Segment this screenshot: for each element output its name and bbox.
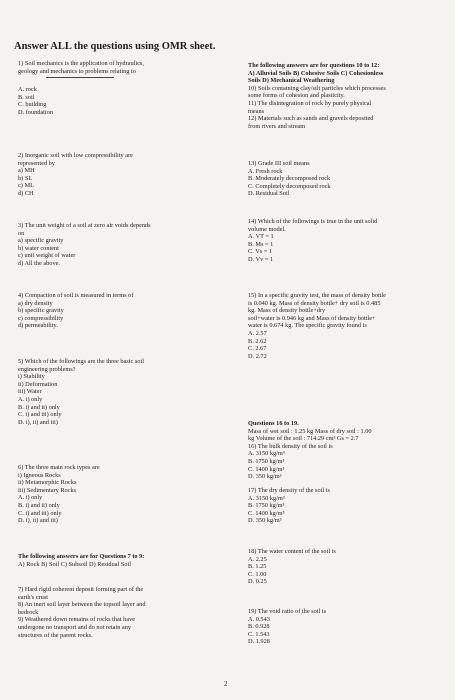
question-block-q3 — [18, 222, 218, 268]
question-block-q6 — [18, 464, 218, 525]
option-item: D. 1.928 — [248, 638, 270, 646]
question-line: iii) Water — [18, 388, 42, 396]
question-line: means — [248, 107, 265, 115]
question-line: geology and mechanics to problems relating to — [18, 67, 136, 75]
option-item: D. i), ii) and iii) — [18, 517, 58, 525]
option-item: c) ML — [18, 182, 34, 190]
option-item: A. i) only — [18, 395, 43, 403]
option-item: D. 350 kg/m³ — [248, 473, 282, 481]
option-item: b) water content — [18, 244, 59, 252]
question-line: 3) The unit weight of a soil at zero air voids depends — [18, 222, 151, 229]
option-item: c) unit weight of water — [18, 252, 76, 260]
question-line: i) Igneous Rocks — [18, 471, 61, 479]
option-item: C. 2.67 — [248, 345, 267, 353]
option-item: c) compressibility — [18, 314, 64, 322]
question-line: 19) The void ratio of the soil is — [248, 608, 327, 615]
option-item: A. VT = 1 — [248, 233, 274, 241]
question-line: 9) Weathered down remains of rocks that have — [18, 616, 136, 624]
option-list — [248, 556, 448, 586]
question-line: is 0.040 kg. Mass of density bottle+ dry soil is 0.485 — [248, 299, 381, 307]
question-line: on — [18, 229, 25, 237]
option-item: D. i), ii) and iii) — [18, 418, 58, 426]
heading-line: The following answers are for questions 10 to 12: — [248, 62, 380, 69]
question-block-q19 — [248, 608, 448, 646]
option-item: B. 2.62 — [248, 337, 267, 345]
option-list — [248, 168, 448, 198]
option-item: A. rock — [18, 86, 37, 94]
option-item: C. 1400 kg/m³ — [248, 465, 285, 473]
option-list — [248, 616, 448, 646]
option-item: C. i) and iii) only — [18, 411, 62, 419]
question-block-h10 — [248, 62, 448, 130]
question-block-q15 — [248, 292, 448, 360]
question-line: undergone no transport and do not retain any — [18, 623, 132, 631]
option-item: C. i) and iii) only — [18, 509, 62, 517]
heading-line: Soils D) Mechanical Weathering — [248, 77, 335, 85]
question-block-q18 — [248, 548, 448, 586]
question-line: from rivers and stream — [248, 122, 306, 130]
question-line: represented by — [18, 159, 55, 167]
question-line: 16) The bulk density of the soil is — [248, 442, 333, 450]
question-block-q4 — [18, 292, 218, 330]
question-line: bedrock — [18, 608, 39, 616]
question-line: 6) The three main rock types are — [18, 464, 100, 471]
question-line: i) Stability — [18, 373, 45, 381]
option-item: B. i) and ii) only — [18, 403, 60, 411]
option-item: C. Vs = 1 — [248, 248, 273, 256]
question-block-q17 — [248, 487, 448, 525]
question-line: engineering problems? — [18, 365, 76, 373]
heading-line: A) Alluvial Soils B) Cohesive Soils C) Cohesionless — [248, 69, 384, 77]
heading-line: Questions 16 to 19. — [248, 420, 299, 427]
option-item: B. 1.25 — [248, 563, 267, 571]
option-list — [18, 237, 218, 267]
question-line: 13) Grade III soil means — [248, 160, 310, 167]
option-list — [248, 450, 448, 480]
option-item: d) All the above. — [18, 259, 60, 267]
question-line: A) Rock B) Soil C) Subsoil D) Residual Soil — [18, 560, 131, 568]
question-line: 4) Compaction of soil is measured in terms of — [18, 292, 134, 299]
question-block-q14 — [248, 218, 448, 264]
option-item: B. soil — [18, 93, 35, 101]
option-item: D. 350 kg/m³ — [248, 517, 282, 525]
question-line: ii) Metamorphic Rocks — [18, 479, 77, 487]
option-item: a) dry density — [18, 299, 53, 307]
option-list — [248, 330, 448, 360]
question-block-h7 — [18, 553, 218, 568]
question-block-q2 — [18, 152, 218, 198]
question-line: 1) Soil mechanics is the application of hydraulics, — [18, 60, 144, 67]
option-item: d) permeability. — [18, 322, 58, 330]
question-line: 5) Which of the followings are the three basic soil — [18, 358, 144, 365]
question-line: structures of the parent rocks. — [18, 631, 93, 639]
option-item: D. 0.25 — [248, 578, 267, 586]
question-line: kg Volume of the soil : 714.29 cm³ Gs = 2.7 — [248, 435, 359, 443]
option-list — [18, 300, 218, 330]
option-item: d) CH — [18, 189, 34, 197]
question-line: Mass of wet soil : 1.25 kg Mass of dry soil : 1.00 — [248, 427, 372, 435]
option-list — [18, 86, 218, 116]
option-item: C. Completely decomposed rock — [248, 182, 331, 190]
question-line: 17) The dry density of the soil is — [248, 487, 330, 494]
question-line: volume model. — [248, 225, 286, 233]
option-item: C. 1.00 — [248, 570, 267, 578]
answer-blank-line — [46, 77, 114, 78]
question-line: 8) An inert soil layer between the topsoil layer and — [18, 601, 146, 609]
question-line: kg. Mass of density bottle+dry — [248, 307, 326, 315]
option-list — [248, 233, 448, 263]
option-list — [18, 396, 218, 426]
option-item: D. Residual Soil — [248, 190, 290, 198]
question-line: 10) Soils containing clay/silt particles which processes — [248, 84, 386, 92]
question-block-q1 — [18, 60, 218, 117]
question-line: some forms of cohesion and plasticity. — [248, 92, 345, 100]
question-line: ii) Deformation — [18, 380, 58, 388]
option-item: A. 3150 kg/m³ — [248, 450, 285, 458]
option-item: B. Moderately decomposed rock — [248, 175, 331, 183]
question-line: earth's crust — [18, 593, 48, 601]
question-line: soil+water is 0.946 kg and Mass of density bottle+ — [248, 314, 376, 322]
question-line: iii) Sedimentary Rocks — [18, 486, 77, 494]
question-block-q5 — [18, 358, 218, 426]
option-item: b) specific gravity — [18, 307, 64, 315]
option-list — [18, 167, 218, 197]
question-line: 15) In a specific gravity test, the mass of density bottle — [248, 292, 386, 299]
option-item: D. Vv = 1 — [248, 255, 274, 263]
option-item: A. 2.25 — [248, 555, 267, 563]
exam-instruction-title: Answer ALL the questions using OMR sheet. — [14, 41, 216, 52]
option-item: A. 0.543 — [248, 615, 270, 623]
option-item: B. Ms = 1 — [248, 240, 274, 248]
option-item: C. building — [18, 101, 47, 109]
option-item: B. 0.928 — [248, 623, 270, 631]
option-item: C. 1.543 — [248, 630, 270, 638]
heading-line: The following answers are for Questions 7 to 9: — [18, 553, 145, 560]
option-list — [18, 494, 218, 524]
option-item: B. 1750 kg/m³ — [248, 502, 285, 510]
option-item: a) MH — [18, 167, 35, 175]
question-line: 7) Hard rigid coherent deposit forming part of the — [18, 586, 144, 593]
option-item: A. 2.57 — [248, 329, 267, 337]
option-item: B. 1750 kg/m³ — [248, 457, 285, 465]
option-item: D. 2.72 — [248, 352, 267, 360]
option-item: A. 3150 kg/m³ — [248, 494, 285, 502]
page-number: 2 — [224, 680, 228, 688]
question-line: water is 0.674 kg. The specific gravity found is — [248, 322, 367, 330]
question-line: 12) Materials such as sands and gravels deposited — [248, 115, 374, 123]
question-block-q789 — [18, 586, 218, 639]
question-line: 14) Which of the followings is true in the unit solid — [248, 218, 378, 225]
option-item: C. 1400 kg/m³ — [248, 509, 285, 517]
option-item: D. foundation — [18, 108, 53, 116]
question-line: 2) Inorganic soil with low compressibility are — [18, 152, 133, 159]
option-item: a) specific gravity — [18, 237, 64, 245]
question-block-q13 — [248, 160, 448, 198]
option-list — [248, 495, 448, 525]
question-line: 18) The water content of the soil is — [248, 548, 336, 555]
question-line: 11) The disintegration of rock by purely physical — [248, 99, 372, 107]
option-item: A. Fresh rock — [248, 167, 283, 175]
option-item: A. i) only — [18, 494, 43, 502]
option-item: b) SL — [18, 174, 33, 182]
option-item: B. i) and ii) only — [18, 501, 60, 509]
question-block-h16 — [248, 420, 448, 481]
